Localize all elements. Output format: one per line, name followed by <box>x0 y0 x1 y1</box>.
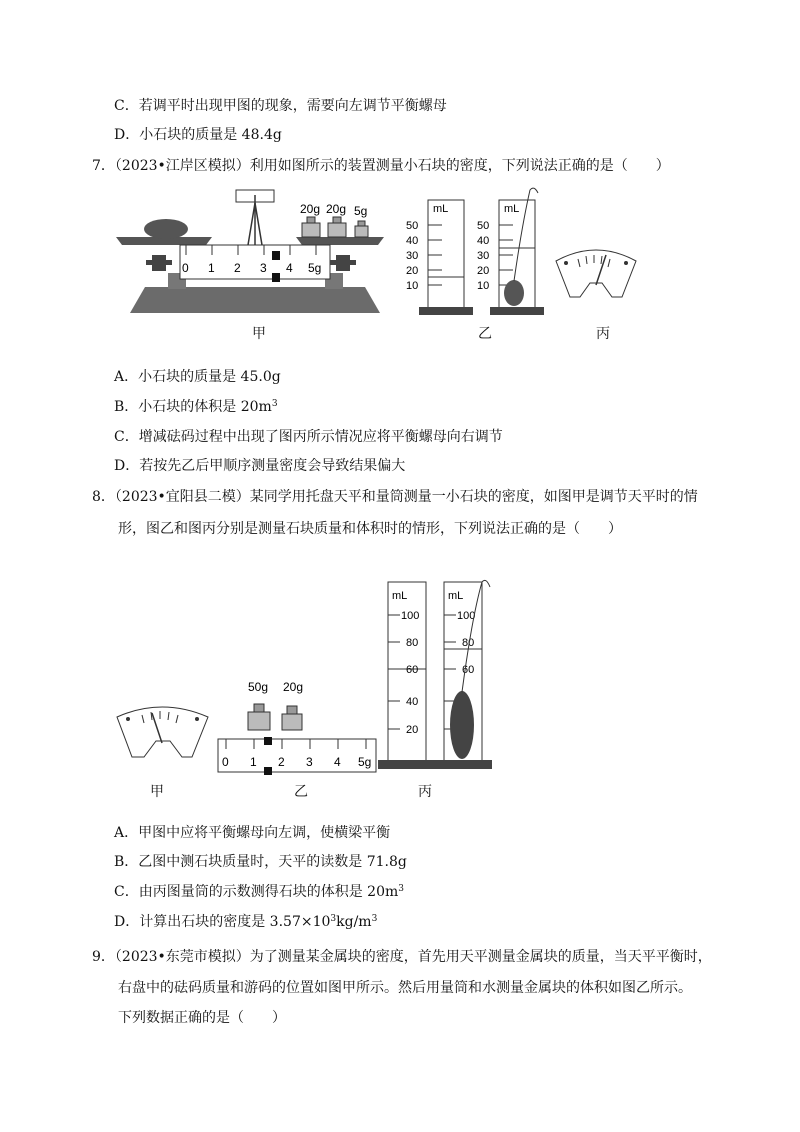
cylinder-2 <box>434 580 492 769</box>
weight-50g <box>248 704 270 730</box>
ruler-tick: 4 <box>334 755 341 769</box>
q7-figure <box>0 185 800 350</box>
question-9-stem-line2: 右盘中的砝码质量和游码的位置如图甲所示。然后用量筒和水测量金属块的体积如图乙所示。 <box>118 980 692 996</box>
svg-text:mL: mL <box>392 590 408 602</box>
cylinder-1 <box>378 582 436 769</box>
svg-text:30: 30 <box>406 250 419 262</box>
svg-text:10: 10 <box>406 280 419 292</box>
cylinder-2 <box>477 188 544 315</box>
svg-text:30: 30 <box>477 250 490 262</box>
q8-option-b: B．乙图中测石块质量时，天平的读数是 71.8g <box>114 854 407 870</box>
rider <box>264 737 272 745</box>
ruler-tick: 2 <box>278 755 285 769</box>
weight-5g <box>355 221 368 237</box>
ruler-tick: 5g <box>308 261 322 275</box>
svg-text:100: 100 <box>401 610 420 622</box>
caption-yi: 乙 <box>478 326 492 342</box>
caption-jia: 甲 <box>150 784 164 800</box>
weight-20g-b <box>328 217 346 237</box>
q8-option-a: A．甲图中应将平衡螺母向左调，使横梁平衡 <box>114 825 391 841</box>
q7-option-a: A．小石块的质量是 45.0g <box>114 369 281 385</box>
q7-option-b: B．小石块的体积是 $20m^3$ <box>114 399 278 415</box>
svg-text:10: 10 <box>477 280 490 292</box>
svg-text:60: 60 <box>462 664 475 676</box>
option-d-prev: D．小石块的质量是 48.4g <box>114 127 282 143</box>
svg-text:mL: mL <box>448 590 464 602</box>
ruler-tick: 5g <box>358 755 372 769</box>
caption-bing: 丙 <box>418 784 432 800</box>
svg-text:60: 60 <box>406 664 419 676</box>
ruler-tick: 2 <box>234 261 241 275</box>
stone <box>144 219 188 239</box>
caption-yi: 乙 <box>294 784 308 800</box>
svg-text:50: 50 <box>477 220 490 232</box>
ruler-tick: 4 <box>286 261 293 275</box>
caption-bing: 丙 <box>596 326 610 342</box>
svg-text:40: 40 <box>477 235 490 247</box>
svg-text:mL: mL <box>504 203 520 215</box>
stone <box>504 280 524 306</box>
svg-text:50: 50 <box>406 220 419 232</box>
cylinder-1 <box>406 200 473 315</box>
weight-label: 20g <box>326 202 347 216</box>
svg-text:40: 40 <box>406 235 419 247</box>
weight-label: 50g <box>248 680 269 694</box>
q8-option-c: C．由丙图量筒的示数测得石块的体积是 $20m^3$ <box>114 884 404 900</box>
svg-text:20: 20 <box>406 724 419 736</box>
balance-nut-right <box>330 255 356 271</box>
weight-20g <box>282 706 302 730</box>
ruler-tick: 3 <box>306 755 313 769</box>
ruler-tick: 1 <box>208 261 215 275</box>
q7-option-c: C．增减砝码过程中出现了图丙所示情况应将平衡螺母向右调节 <box>114 429 503 445</box>
weight-label: 5g <box>354 204 368 218</box>
svg-text:80: 80 <box>406 637 419 649</box>
ruler-tick: 0 <box>182 261 189 275</box>
caption-jia: 甲 <box>252 326 266 342</box>
ruler-tick: 3 <box>260 261 267 275</box>
question-7-stem: 7．（2023•江岸区模拟）利用如图所示的装置测量小石块的密度，下列说法正确的是（ ） <box>92 158 670 174</box>
option-c-prev: C．若调平时出现甲图的现象，需要向左调节平衡螺母 <box>114 98 447 114</box>
svg-text:20: 20 <box>406 265 419 277</box>
q7-option-d: D．若按先乙后甲顺序测量密度会导致结果偏大 <box>114 458 406 474</box>
balance-base <box>130 287 380 313</box>
ruler-tick: 0 <box>222 755 229 769</box>
rider <box>272 251 280 260</box>
question-8-stem-line1: 8．（2023•宜阳县二模）某同学用托盘天平和量筒测量一小石块的密度，如图甲是调节天平时的情 <box>92 489 698 505</box>
svg-text:20: 20 <box>477 265 490 277</box>
q8-option-d: D．计算出石块的密度是 $3.57\times 10^3kg/m^3$ <box>114 914 378 930</box>
svg-text:mL: mL <box>433 203 449 215</box>
ruler <box>218 739 376 772</box>
pointer-dial <box>556 250 636 297</box>
stone <box>450 691 474 759</box>
pointer-dial <box>117 707 208 757</box>
balance-nut-left <box>146 255 172 271</box>
svg-text:80: 80 <box>462 637 475 649</box>
question-8-stem-line2: 形，图乙和图丙分别是测量石块质量和体积时的情形，下列说法正确的是（ ） <box>118 521 622 537</box>
question-9-stem-line3: 下列数据正确的是（ ） <box>118 1010 286 1026</box>
svg-text:40: 40 <box>406 696 419 708</box>
question-9-stem-line1: 9．（2023•东莞市模拟）为了测量某金属块的密度，首先用天平测量金属块的质量，当天平平衡时， <box>92 949 712 965</box>
weight-label: 20g <box>300 202 321 216</box>
right-pan <box>296 237 384 245</box>
svg-text:100: 100 <box>457 610 476 622</box>
q8-figure <box>0 577 800 777</box>
ruler-tick: 1 <box>250 755 257 769</box>
weight-20g-a <box>302 217 320 237</box>
weight-label: 20g <box>283 680 304 694</box>
